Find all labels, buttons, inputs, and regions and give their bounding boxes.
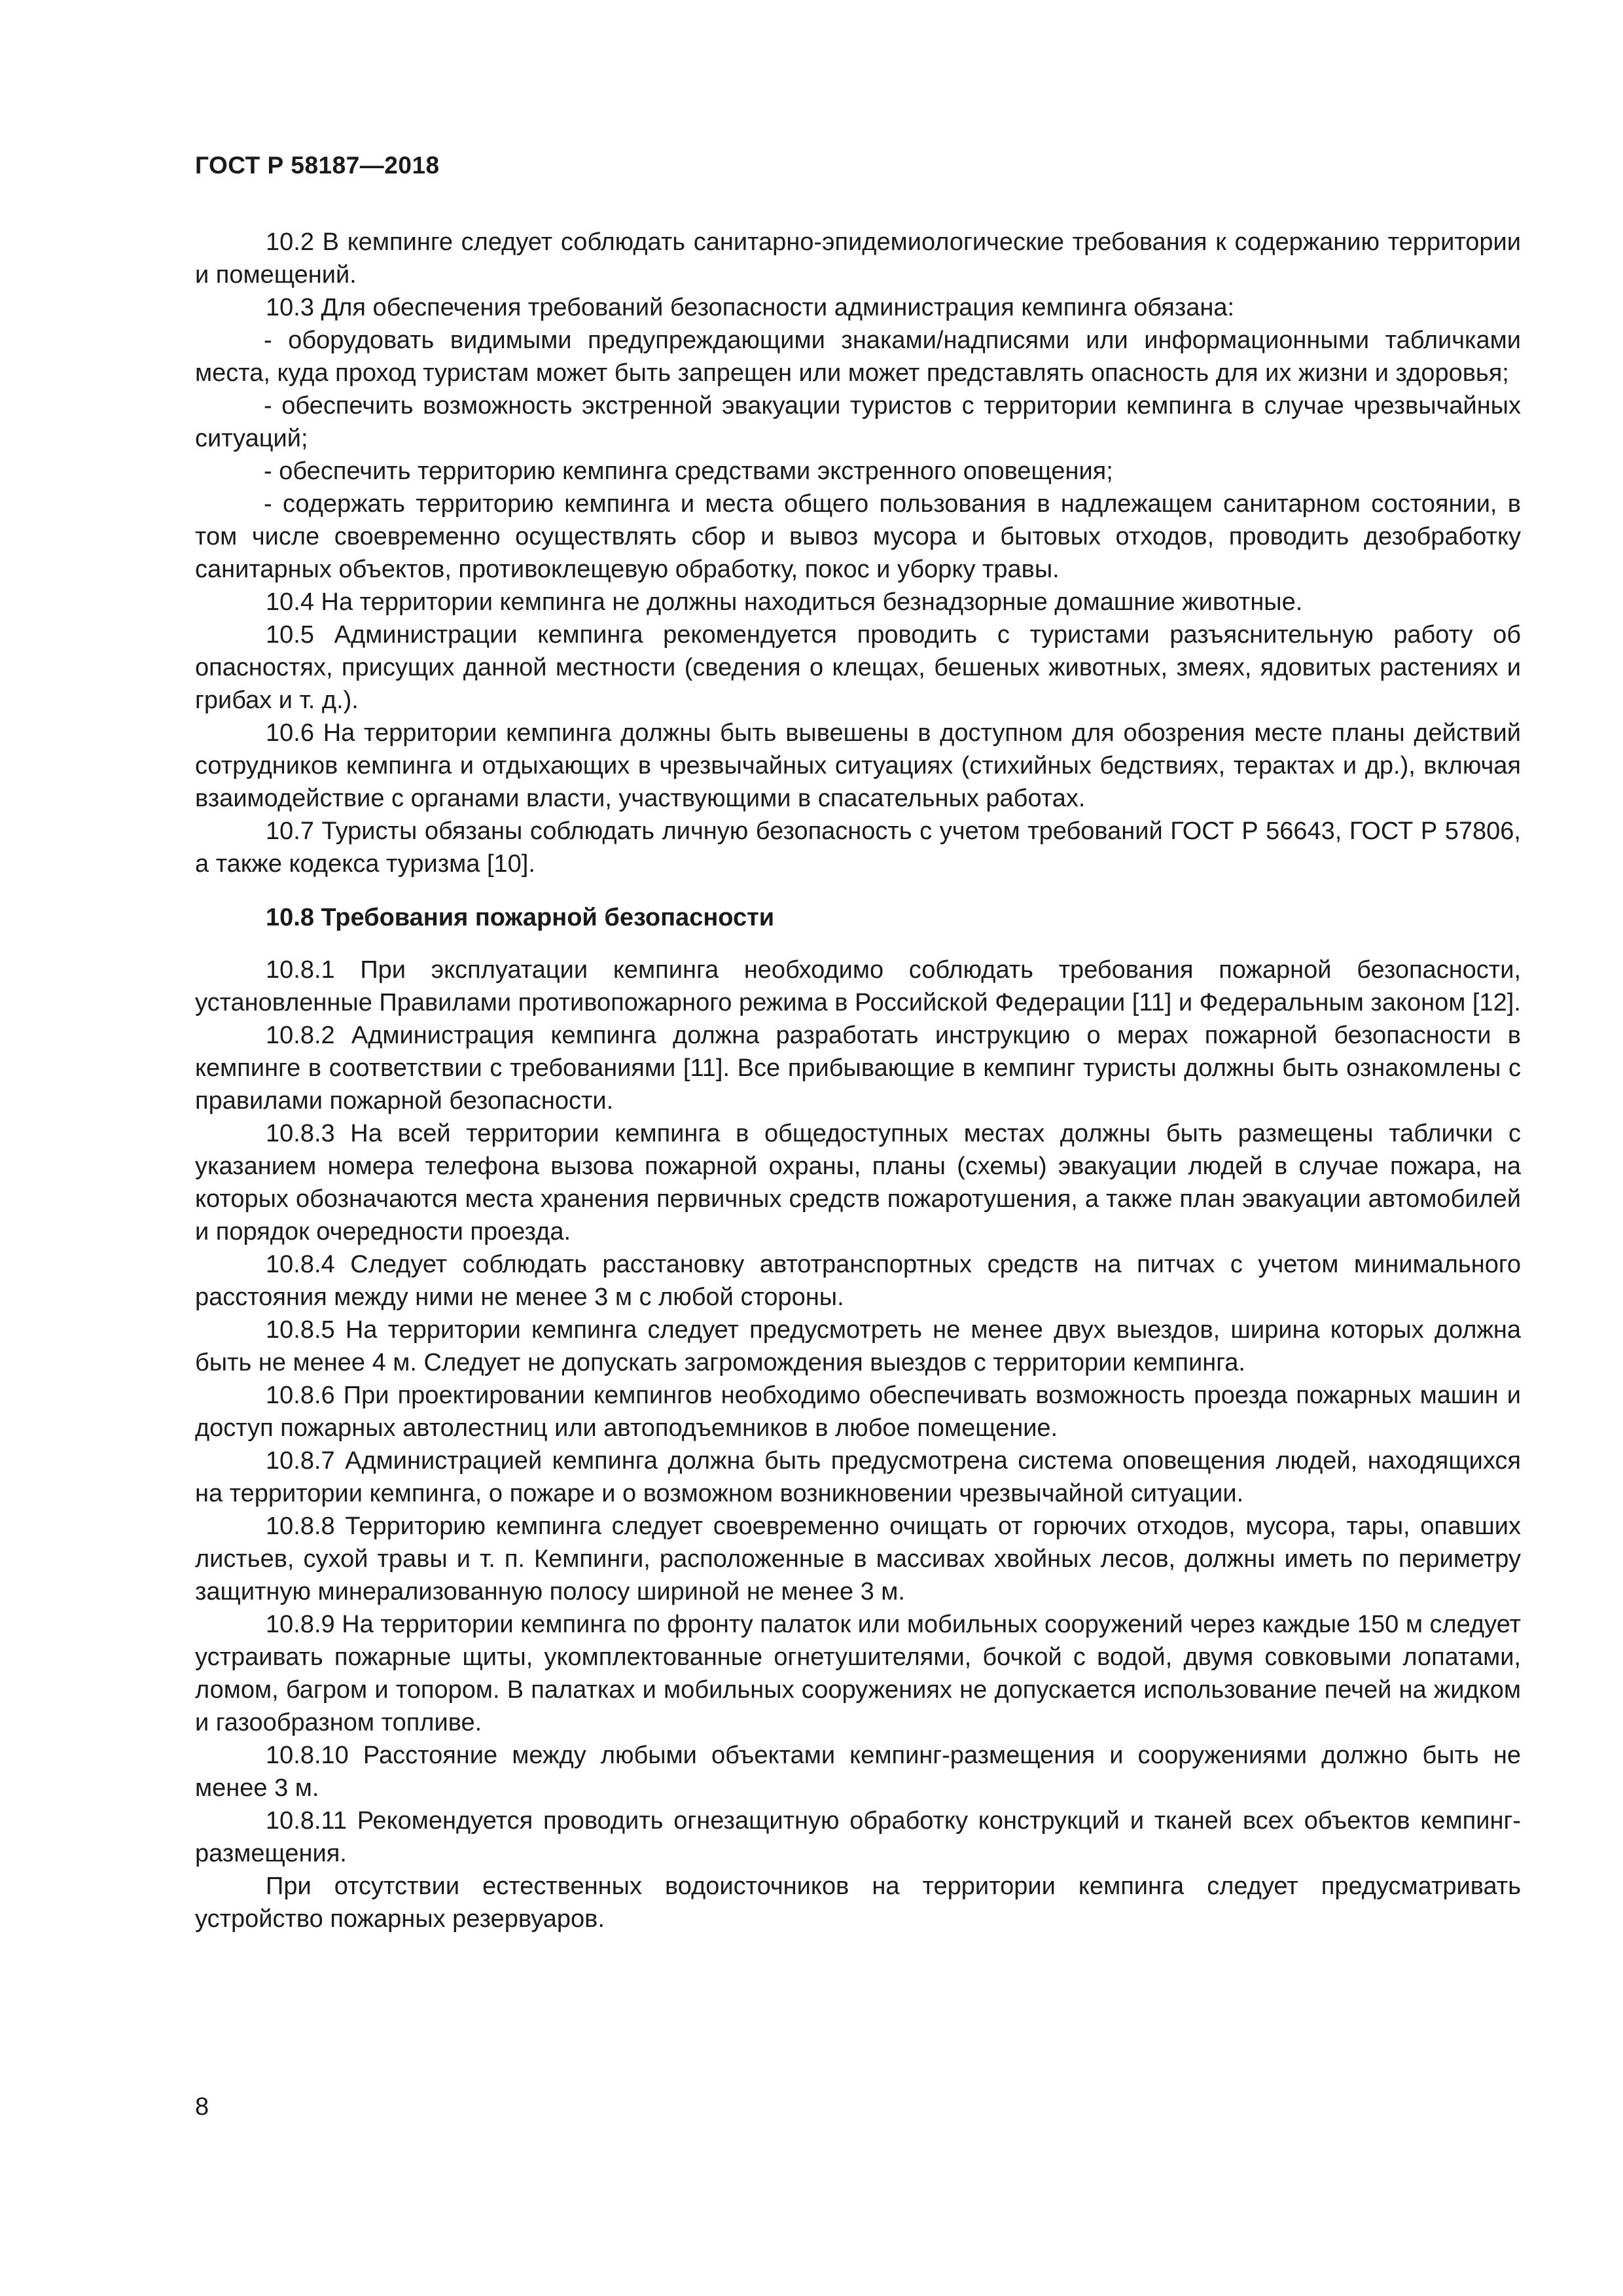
list-item: - обеспечить возможность экстренной эвакуации туристов с территории кемпинга в случае чрезвычайных ситуаций; <box>195 392 1521 452</box>
paragraph-10-8-6: 10.8.6 При проектировании кемпингов необходимо обеспечивать возможность проезда пожарных машин и доступ пожарных автолестниц или автоподъемников в любое помещение. <box>195 1382 1521 1442</box>
paragraph-10-8-3: 10.8.3 На всей территории кемпинга в общедоступных местах должны быть размещены таблички с указанием номера телефона вызова пожарной охраны, планы (схемы) эвакуации людей в случае пожара, на которых обозначаются места хранения первичных средств пожаротушения, а также план эвакуации автомобилей и порядок очередности проезда. <box>195 1120 1521 1246</box>
page-number: 8 <box>195 2093 209 2121</box>
paragraph-10-7: 10.7 Туристы обязаны соблюдать личную безопасность с учетом требований ГОСТ Р 56643, ГОСТ Р 57806, а также кодекса туризма [10]. <box>195 817 1521 878</box>
list-item: - оборудовать видимыми предупреждающими знаками/надписями или информационными табличками места, куда проход туристам может быть запрещен или может представлять опасность для их жизни и здоровья; <box>195 327 1521 387</box>
paragraph-10-8-11: 10.8.11 Рекомендуется проводить огнезащитную обработку конструкций и тканей всех объектов кемпинг-размещения. <box>195 1807 1521 1867</box>
document-header: ГОСТ Р 58187—2018 <box>195 152 440 179</box>
paragraph-10-8-7: 10.8.7 Администрацией кемпинга должна быть предусмотрена система оповещения людей, находящихся на территории кемпинга, о пожаре и о возможном возникновении чрезвычайной ситуации. <box>195 1447 1521 1507</box>
section-heading-10-8: 10.8 Требования пожарной безопасности <box>266 904 775 931</box>
paragraph-10-6: 10.6 На территории кемпинга должны быть вывешены в доступном для обозрения месте планы действий сотрудников кемпинга и отдыхающих в чрезвычайных ситуациях (стихийных бедствиях, терактах и др.), включая взаимодействие с органами власти, участвующими в спасательных работах. <box>195 719 1521 812</box>
paragraph-10-8-1: 10.8.1 При эксплуатации кемпинга необходимо соблюдать требования пожарной безопасности, установленные Правилами противопожарного режима в Российской Федерации [11] и Федеральным законом [12]. <box>195 956 1521 1016</box>
list-item: - содержать территорию кемпинга и места общего пользования в надлежащем санитарном состоянии, в том числе своевременно осуществлять сбор и вывоз мусора и бытовых отходов, проводить дезобработку санитарных объектов, противоклещевую обработку, покос и уборку травы. <box>195 490 1521 583</box>
paragraph-10-8-8: 10.8.8 Территорию кемпинга следует своевременно очищать от горючих отходов, мусора, тары, опавших листьев, сухой травы и т. п. Кемпинги, расположенные в массивах хвойных лесов, должны иметь по периметру защитную минерализованную полосу шириной не менее 3 м. <box>195 1513 1521 1605</box>
paragraph-10-2: 10.2 В кемпинге следует соблюдать санитарно-эпидемиологические требования к содержанию территории и помещений. <box>195 228 1521 289</box>
paragraph-10-8-2: 10.8.2 Администрация кемпинга должна разработать инструкцию о мерах пожарной безопасности в кемпинге в соответствии с требованиями [11]. Все прибывающие в кемпинг туристы должны быть ознакомлены с правилами пожарной безопасности. <box>195 1022 1521 1115</box>
paragraph-10-8-9: 10.8.9 На территории кемпинга по фронту палаток или мобильных сооружений через каждые 150 м следует устраивать пожарные щиты, укомплектованные огнетушителями, бочкой с водой, двумя совковыми лопатами, ломом, багром и топором. В палатках и мобильных сооружениях не допускается использование печей на жидком и газообразном топливе. <box>195 1611 1521 1736</box>
paragraph-10-5: 10.5 Администрации кемпинга рекомендуется проводить с туристами разъяснительную работу об опасностях, присущих данной местности (сведения о клещах, бешеных животных, змеях, ядовитых растениях и грибах и т. д.). <box>195 621 1521 714</box>
paragraph-water-sources: При отсутствии естественных водоисточников на территории кемпинга следует предусматривать устройство пожарных резервуаров. <box>195 1873 1521 1933</box>
paragraph-10-8-5: 10.8.5 На территории кемпинга следует предусмотреть не менее двух выездов, ширина которых должна быть не менее 4 м. Следует не допускать загромождения выездов с территории кемпинга. <box>195 1316 1521 1376</box>
paragraph-10-8-4: 10.8.4 Следует соблюдать расстановку автотранспортных средств на питчах с учетом минимального расстояния между ними не менее 3 м с любой стороны. <box>195 1251 1521 1311</box>
document-body <box>195 226 1521 1935</box>
paragraph-10-8-10: 10.8.10 Расстояние между любыми объектами кемпинг-размещения и сооружениями должно быть не менее 3 м. <box>195 1742 1521 1802</box>
paragraph-10-3: 10.3 Для обеспечения требований безопасности администрация кемпинга обязана: <box>266 294 1235 321</box>
list-item: - обеспечить территорию кемпинга средствами экстренного оповещения; <box>264 457 1113 485</box>
paragraph-10-4: 10.4 На территории кемпинга не должны находиться безнадзорные домашние животные. <box>266 588 1303 616</box>
